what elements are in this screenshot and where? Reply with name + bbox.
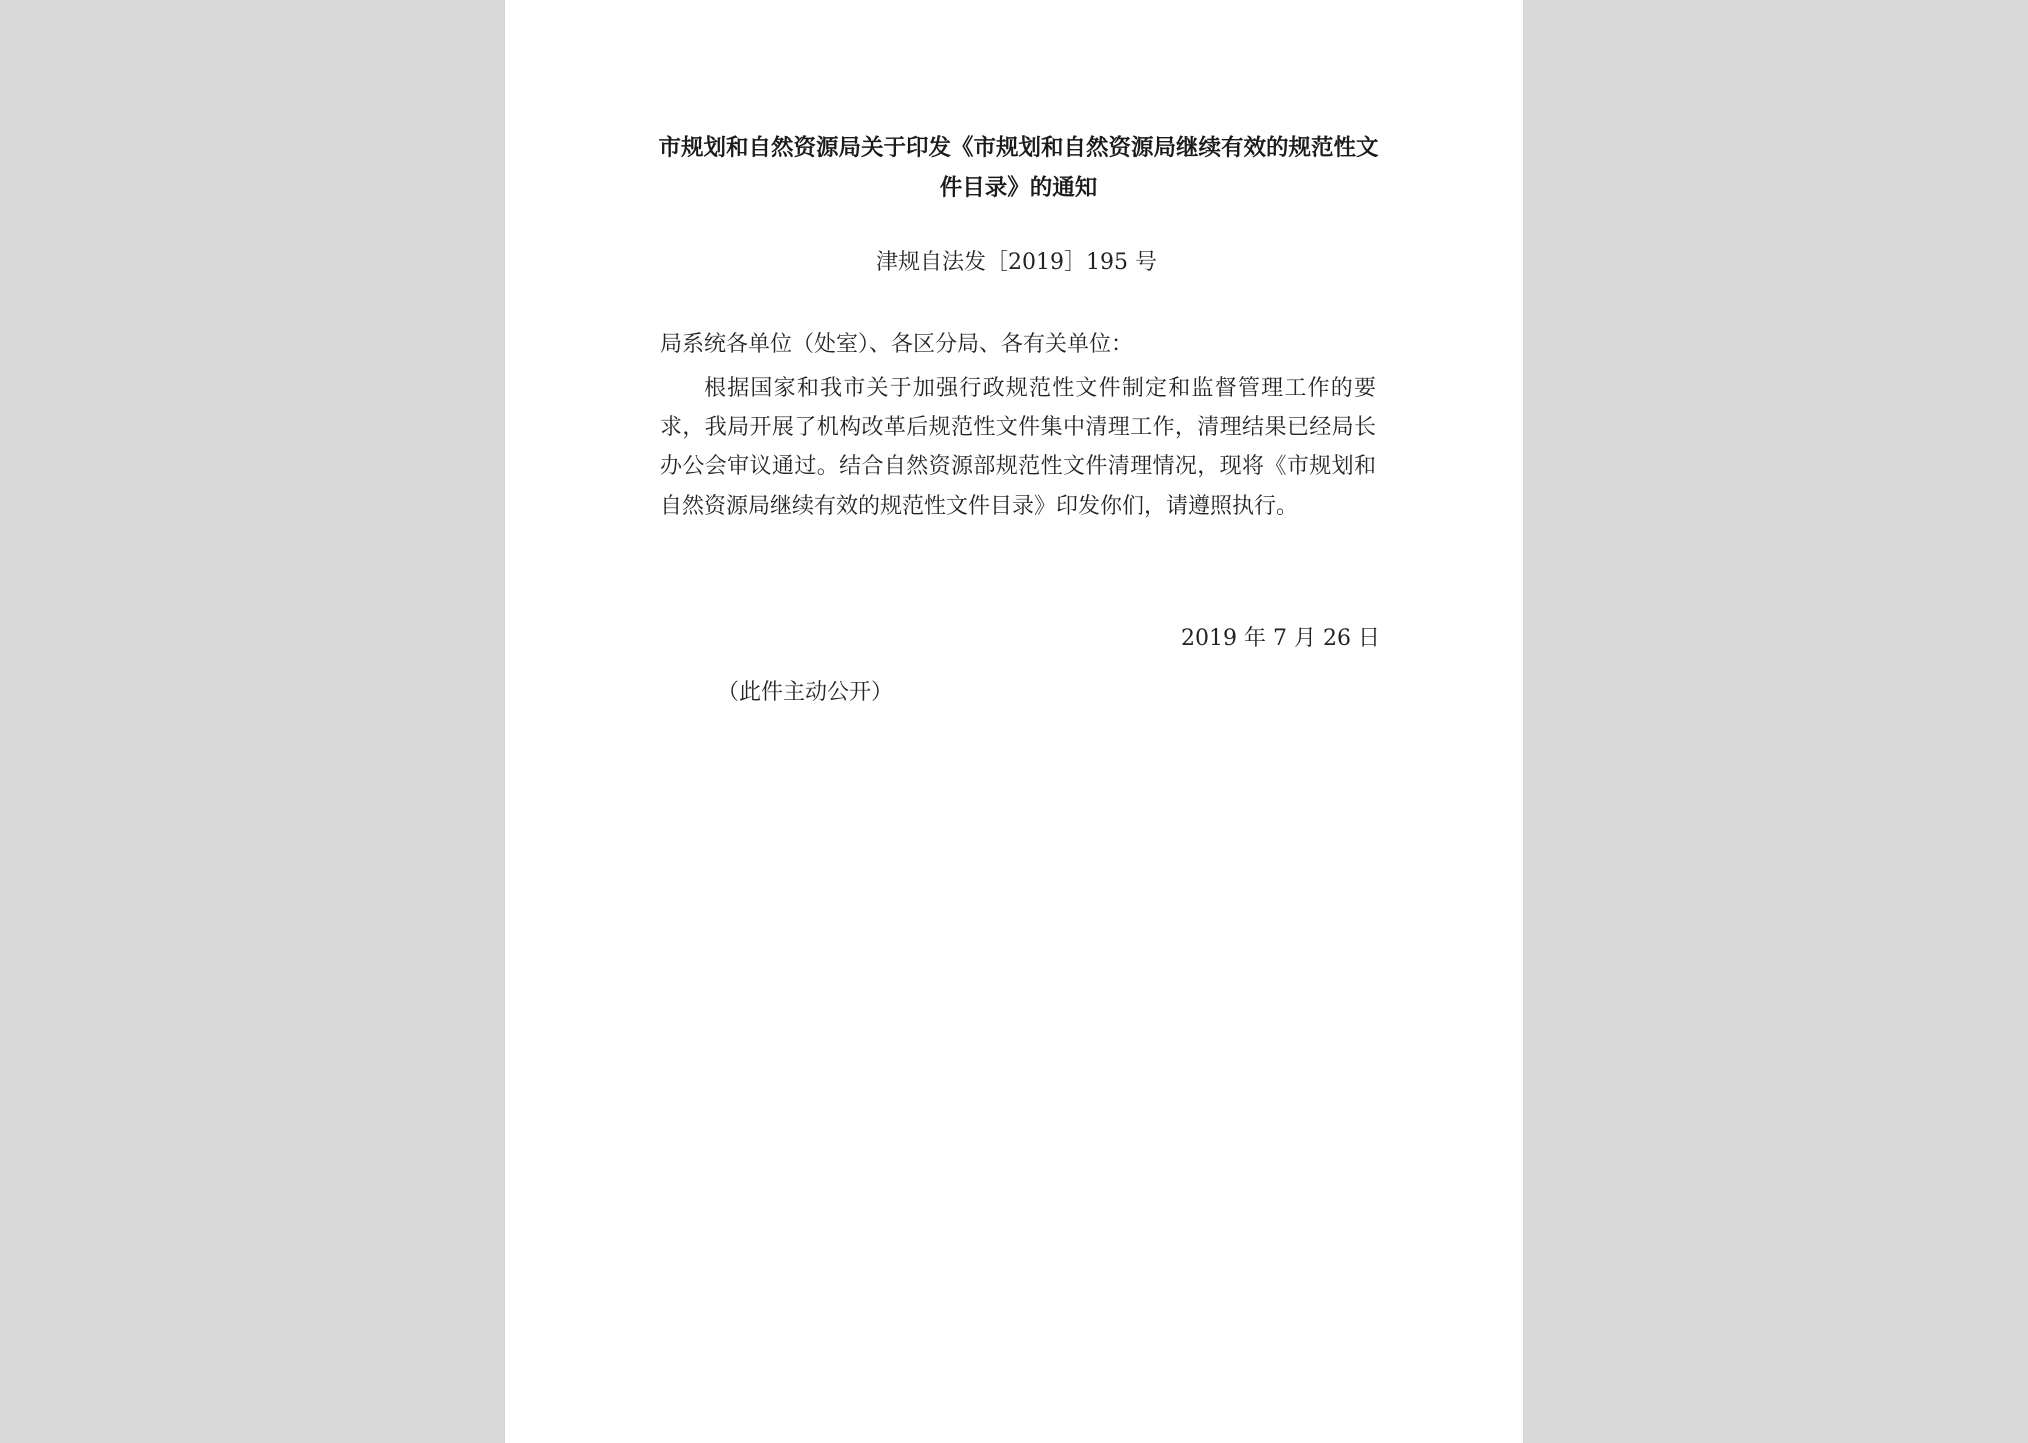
issue-date: 2019 年 7 月 26 日: [1181, 626, 1380, 651]
document-number: 津规自法发［2019］195 号: [876, 250, 1157, 275]
document-title: 市规划和自然资源局关于印发《市规划和自然资源局继续有效的规范性文件目录》的通知: [658, 135, 1379, 201]
salutation: 局系统各单位（处室）、各区分局、各有关单位：: [660, 332, 1134, 357]
body-paragraph: 根据国家和我市关于加强行政规范性文件制定和监督管理工作的要求，我局开展了机构改革后规范性文件集中清理工作，清理结果已经局长办公会审议通过。结合自然资源部规范性文件清理情况，现将《市规划和自然资源局继续有效的规范性文件目录》印发你们，请遵照执行。: [660, 376, 1376, 519]
document-page: [505, 0, 1523, 1443]
disclosure-note: （此件主动公开）: [717, 680, 894, 705]
